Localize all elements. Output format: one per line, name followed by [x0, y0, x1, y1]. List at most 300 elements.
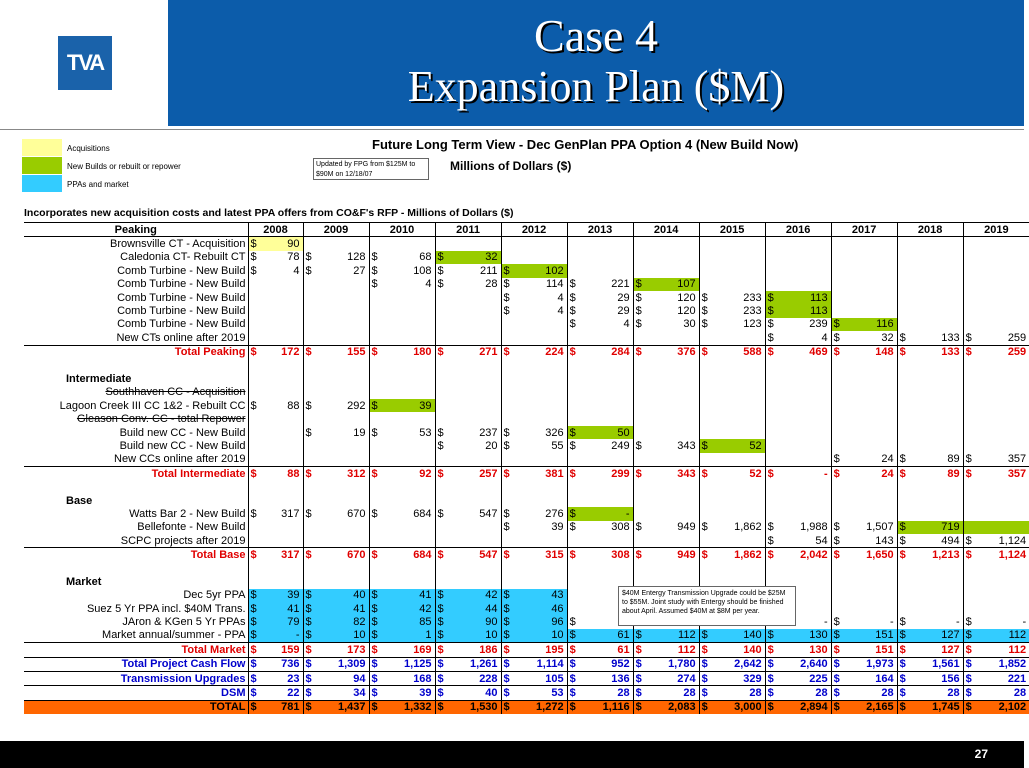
dollar-sign	[369, 494, 379, 507]
dollar-sign	[248, 318, 258, 331]
dollar-sign: $	[765, 534, 775, 548]
cell-value	[973, 426, 1029, 439]
dollar-sign	[303, 237, 313, 251]
cell-value	[445, 521, 501, 534]
dollar-sign	[501, 575, 511, 588]
cell-value: 112	[643, 643, 699, 657]
cell-value: 112	[973, 643, 1029, 657]
cell-value	[841, 386, 897, 399]
dollar-sign: $	[963, 671, 973, 685]
cell-value: 24	[881, 453, 894, 466]
dollar-sign	[369, 318, 379, 331]
dollar-sign: $	[897, 615, 907, 628]
cell-value	[577, 399, 633, 412]
dollar-sign	[963, 602, 973, 615]
cell-value: 376	[643, 345, 699, 359]
cell-value: 684	[379, 548, 435, 562]
dollar-sign	[248, 562, 258, 575]
cell-value: 1,437	[313, 700, 369, 714]
dollar-sign	[567, 386, 577, 399]
dollar-sign: $	[765, 686, 775, 700]
dollar-sign: $	[501, 278, 511, 291]
dollar-sign	[633, 237, 643, 251]
table-row	[24, 386, 1029, 399]
dollar-sign	[303, 453, 313, 467]
table-row	[24, 359, 1029, 372]
row-label: Suez 5 Yr PPA incl. $40M Trans.	[86, 602, 246, 615]
dollar-sign	[897, 426, 907, 439]
cell-value: -	[577, 507, 633, 520]
dollar-sign	[501, 562, 511, 575]
cell-value: 2,102	[973, 700, 1029, 714]
row-label: Comb Turbine - New Build	[117, 291, 246, 304]
cell-value: 249	[611, 439, 630, 452]
cell-value: 228	[445, 671, 501, 685]
cell-value	[258, 575, 303, 588]
cell-value	[577, 331, 633, 345]
dollar-sign: $	[369, 615, 379, 628]
dollar-sign	[897, 602, 907, 615]
dollar-sign: $	[699, 643, 709, 657]
cell-value: 27	[353, 264, 366, 277]
cell-value	[973, 412, 1029, 425]
cell-value: 96	[511, 615, 567, 628]
dollar-sign	[963, 494, 973, 507]
cell-value	[775, 264, 831, 277]
row-label: Total Peaking	[24, 345, 248, 359]
dollar-sign: $	[248, 251, 258, 264]
dollar-sign: $	[369, 264, 379, 277]
dollar-sign	[897, 589, 907, 602]
cell-value: 32	[445, 251, 501, 264]
cell-value	[379, 331, 435, 345]
row-label: Market	[66, 575, 102, 588]
cell-value: 1,650	[841, 548, 897, 562]
cell-value	[907, 507, 963, 520]
cell-value	[313, 494, 369, 507]
cell-value: 1,862	[734, 521, 762, 534]
dollar-sign	[369, 331, 379, 345]
cell-value	[709, 359, 765, 372]
table-row	[24, 304, 1029, 317]
cell-value: 40	[313, 589, 369, 602]
cell-value	[907, 291, 963, 304]
dollar-sign	[567, 399, 577, 412]
dollar-sign: $	[303, 548, 313, 562]
cell-value: 41	[379, 589, 435, 602]
cell-value: 20	[485, 439, 498, 452]
cell-value: 90	[258, 237, 303, 251]
dollar-sign	[831, 237, 841, 251]
dollar-sign	[699, 372, 709, 385]
dollar-sign	[369, 291, 379, 304]
cell-value: 43	[511, 589, 567, 602]
dollar-sign	[303, 412, 313, 425]
cell-value: 108	[413, 264, 432, 277]
cell-value: 30	[683, 318, 696, 331]
cell-value: 2,894	[775, 700, 831, 714]
cell-value: 140	[709, 629, 765, 643]
cell-value: 1,973	[841, 657, 897, 671]
cell-value	[841, 494, 897, 507]
cell-value	[445, 412, 501, 425]
cell-value	[313, 562, 369, 575]
table-row	[24, 494, 1029, 507]
dollar-sign: $	[831, 686, 841, 700]
table-row	[24, 291, 1029, 304]
cell-value: 494	[941, 534, 960, 547]
cell-value: 949	[677, 521, 696, 534]
cell-value	[775, 372, 831, 385]
dollar-sign	[897, 575, 907, 588]
cell-value	[775, 412, 831, 425]
dollar-sign	[897, 507, 907, 520]
dollar-sign	[963, 575, 973, 588]
dollar-sign	[435, 318, 445, 331]
cell-value	[258, 453, 303, 467]
year-header-row	[24, 223, 1029, 237]
dollar-sign: $	[369, 426, 379, 439]
dollar-sign: $	[567, 548, 577, 562]
dollar-sign: $	[699, 629, 709, 643]
cell-value	[709, 412, 765, 425]
dollar-sign: $	[765, 548, 775, 562]
cell-value: 151	[841, 629, 897, 643]
cell-value: 130	[775, 629, 831, 643]
dollar-sign: $	[248, 548, 258, 562]
table-row	[24, 251, 1029, 264]
cell-value: 22	[258, 686, 303, 700]
cell-value	[643, 534, 699, 548]
dollar-sign	[831, 399, 841, 412]
cell-value: 4	[425, 278, 432, 291]
cell-value	[643, 386, 699, 399]
dollar-sign	[248, 534, 258, 548]
row-label: Comb Turbine - New Build	[117, 278, 246, 291]
row-label: Base	[66, 494, 93, 507]
dollar-sign	[897, 412, 907, 425]
dollar-sign: $	[435, 700, 445, 714]
cell-value	[445, 237, 501, 251]
dollar-sign	[633, 480, 643, 493]
dollar-sign	[633, 426, 643, 439]
dollar-sign	[897, 386, 907, 399]
cell-value: 10	[445, 629, 501, 643]
cell-value: 155	[313, 345, 369, 359]
cell-value: 28	[841, 686, 897, 700]
transmission-note: $40M Entergy Transmission Upgrade could be $25M to $55M. Joint study with Entergy should be finished about April. Assumed $40M at $8M per year.	[618, 586, 796, 626]
dollar-sign	[303, 304, 313, 317]
cell-value	[511, 480, 567, 493]
dollar-sign: $	[435, 615, 445, 628]
cell-value	[709, 562, 765, 575]
cell-value	[379, 412, 435, 425]
table-row	[24, 643, 1029, 657]
dollar-sign	[248, 521, 258, 534]
dollar-sign	[369, 480, 379, 493]
cell-value: 39	[379, 686, 435, 700]
dollar-sign	[633, 372, 643, 385]
cell-value	[973, 291, 1029, 304]
cell-value	[258, 359, 303, 372]
dollar-sign: $	[435, 467, 445, 481]
dollar-sign: $	[369, 467, 379, 481]
cell-value: 271	[445, 345, 501, 359]
dollar-sign	[633, 412, 643, 425]
dollar-sign: $	[248, 615, 258, 628]
table-row	[24, 264, 1029, 277]
dollar-sign	[633, 359, 643, 372]
row-label	[24, 562, 248, 575]
cell-value: 46	[511, 602, 567, 615]
cell-value	[577, 562, 633, 575]
dollar-sign	[303, 386, 313, 399]
dollar-sign	[831, 412, 841, 425]
cell-value	[907, 602, 963, 615]
cell-value	[643, 412, 699, 425]
dollar-sign: $	[897, 629, 907, 643]
dollar-sign: $	[897, 453, 907, 467]
cell-value	[841, 264, 897, 277]
cell-value	[379, 480, 435, 493]
dollar-sign: $	[369, 589, 379, 602]
cell-value: 107	[643, 278, 699, 291]
cell-value	[379, 534, 435, 548]
cell-value	[258, 304, 303, 317]
table-row	[24, 453, 1029, 467]
cell-value: 94	[313, 671, 369, 685]
cell-value: 39	[379, 399, 435, 412]
table-row	[24, 237, 1029, 251]
table-row	[24, 686, 1029, 700]
dollar-sign: $	[765, 629, 775, 643]
cell-value	[841, 278, 897, 291]
cell-value	[258, 494, 303, 507]
cell-value	[511, 399, 567, 412]
cell-value: 547	[445, 548, 501, 562]
dollar-sign	[435, 359, 445, 372]
table-row	[24, 534, 1029, 548]
dollar-sign: $	[435, 548, 445, 562]
cell-value	[643, 251, 699, 264]
table-row	[24, 521, 1029, 534]
cell-value: 224	[511, 345, 567, 359]
dollar-sign: $	[831, 534, 841, 548]
peaking-header: Peaking	[24, 223, 248, 237]
cell-value	[643, 264, 699, 277]
cell-value	[841, 291, 897, 304]
dollar-sign	[897, 562, 907, 575]
cell-value: 114	[546, 278, 564, 291]
cell-value	[973, 264, 1029, 277]
cell-value: 127	[907, 643, 963, 657]
dollar-sign: $	[963, 548, 973, 562]
dollar-sign: $	[248, 643, 258, 657]
dollar-sign: $	[501, 426, 511, 439]
dollar-sign	[369, 521, 379, 534]
cell-value	[973, 480, 1029, 493]
cell-value: 28	[709, 686, 765, 700]
dollar-sign: $	[435, 264, 445, 277]
dollar-sign	[248, 426, 258, 439]
cell-value	[709, 251, 765, 264]
dollar-sign	[765, 372, 775, 385]
cell-value: -	[258, 629, 303, 643]
table-row	[24, 615, 1029, 628]
dollar-sign	[699, 426, 709, 439]
dollar-sign: $	[765, 331, 775, 345]
dollar-sign	[435, 331, 445, 345]
cell-value: 315	[511, 548, 567, 562]
cell-value: 4	[623, 318, 630, 331]
cell-value	[775, 237, 831, 251]
table-row	[24, 318, 1029, 331]
cell-value	[511, 453, 567, 467]
cell-value	[511, 412, 567, 425]
cell-value: 233	[743, 305, 762, 318]
dollar-sign: $	[897, 331, 907, 345]
cell-value	[445, 359, 501, 372]
dollar-sign: $	[248, 467, 258, 481]
cell-value	[511, 386, 567, 399]
dollar-sign: $	[567, 507, 577, 520]
cell-value	[709, 494, 765, 507]
dollar-sign	[699, 494, 709, 507]
dollar-sign: $	[303, 264, 313, 277]
cell-value	[709, 278, 765, 291]
cell-value: 39	[551, 521, 564, 534]
dollar-sign: $	[699, 671, 709, 685]
dollar-sign	[435, 534, 445, 548]
dollar-sign: $	[303, 643, 313, 657]
cell-value: 50	[577, 426, 633, 439]
dollar-sign	[248, 412, 258, 425]
cell-value: 211	[480, 264, 498, 277]
cell-value: 1,261	[445, 657, 501, 671]
dollar-sign	[897, 372, 907, 385]
cell-value: 4	[821, 331, 828, 344]
dollar-sign	[567, 264, 577, 277]
dollar-sign	[435, 399, 445, 412]
dollar-sign: $	[501, 345, 511, 359]
row-label: JAron & KGen 5 Yr PPAs	[122, 616, 246, 629]
cell-value	[577, 251, 633, 264]
cell-value	[643, 331, 699, 345]
cell-value	[907, 480, 963, 493]
cell-value: 123	[743, 318, 762, 331]
cell-value: 4	[557, 305, 564, 318]
cell-value: 52	[709, 439, 765, 452]
dollar-sign: $	[831, 615, 841, 628]
cell-value: 299	[577, 467, 633, 481]
dollar-sign	[699, 359, 709, 372]
cell-value: 684	[413, 507, 432, 520]
dollar-sign: $	[501, 602, 511, 615]
cell-value: 1,332	[379, 700, 435, 714]
cell-value: 10	[313, 629, 369, 643]
dollar-sign: $	[963, 700, 973, 714]
dollar-sign: $	[369, 399, 379, 412]
cell-value	[841, 251, 897, 264]
cell-value: 736	[258, 657, 303, 671]
dollar-sign	[501, 237, 511, 251]
dollar-sign: $	[831, 657, 841, 671]
cell-value: 28	[973, 686, 1029, 700]
dollar-sign: $	[963, 467, 973, 481]
cell-value	[841, 589, 897, 602]
cell-value	[313, 386, 369, 399]
dollar-sign: $	[567, 615, 577, 628]
dollar-sign	[765, 453, 775, 467]
row-label: TOTAL	[24, 700, 248, 714]
dollar-sign	[963, 372, 973, 385]
page-number: 27	[974, 747, 988, 761]
dollar-sign	[633, 453, 643, 467]
dollar-sign	[248, 453, 258, 467]
cell-value	[907, 237, 963, 251]
dollar-sign: $	[897, 671, 907, 685]
dollar-sign: $	[831, 629, 841, 643]
cell-value	[577, 237, 633, 251]
year-header-2014: 2014	[633, 223, 699, 237]
cell-value	[973, 386, 1029, 399]
cell-value: 469	[775, 345, 831, 359]
cell-value: 4	[557, 291, 564, 304]
cell-value: -	[955, 616, 960, 629]
dollar-sign: $	[303, 700, 313, 714]
dollar-sign	[248, 372, 258, 385]
dollar-sign: $	[765, 671, 775, 685]
cell-value	[313, 439, 369, 452]
cell-value	[973, 439, 1029, 452]
dollar-sign: $	[303, 671, 313, 685]
dollar-sign	[369, 534, 379, 548]
cell-value: 1,114	[511, 657, 567, 671]
cell-value: 85	[379, 615, 435, 628]
dollar-sign	[831, 602, 841, 615]
dollar-sign	[501, 359, 511, 372]
cell-value	[379, 521, 435, 534]
cell-value	[907, 318, 963, 331]
cell-value: 2,042	[775, 548, 831, 562]
cell-value	[379, 304, 435, 317]
cell-value: 1,213	[907, 548, 963, 562]
cell-value	[313, 372, 369, 385]
dollar-sign: $	[435, 602, 445, 615]
dollar-sign: $	[831, 467, 841, 481]
dollar-sign	[765, 507, 775, 520]
dollar-sign: $	[248, 657, 258, 671]
title-line-2: Expansion Plan ($M)	[407, 62, 785, 111]
cell-value: 143	[875, 534, 894, 547]
cell-value: 670	[347, 507, 366, 520]
cell-value	[907, 439, 963, 452]
dollar-sign	[963, 264, 973, 277]
table-row	[24, 331, 1029, 345]
dollar-sign: $	[501, 521, 511, 534]
dollar-sign	[567, 562, 577, 575]
cell-value: 89	[907, 467, 963, 481]
dollar-sign	[567, 359, 577, 372]
dollar-sign: $	[699, 657, 709, 671]
dollar-sign: $	[369, 602, 379, 615]
cell-value	[973, 372, 1029, 385]
cell-value	[973, 494, 1029, 507]
dollar-sign: $	[699, 318, 709, 331]
dollar-sign	[567, 589, 577, 602]
dollar-sign	[633, 251, 643, 264]
cell-value: 317	[258, 548, 303, 562]
